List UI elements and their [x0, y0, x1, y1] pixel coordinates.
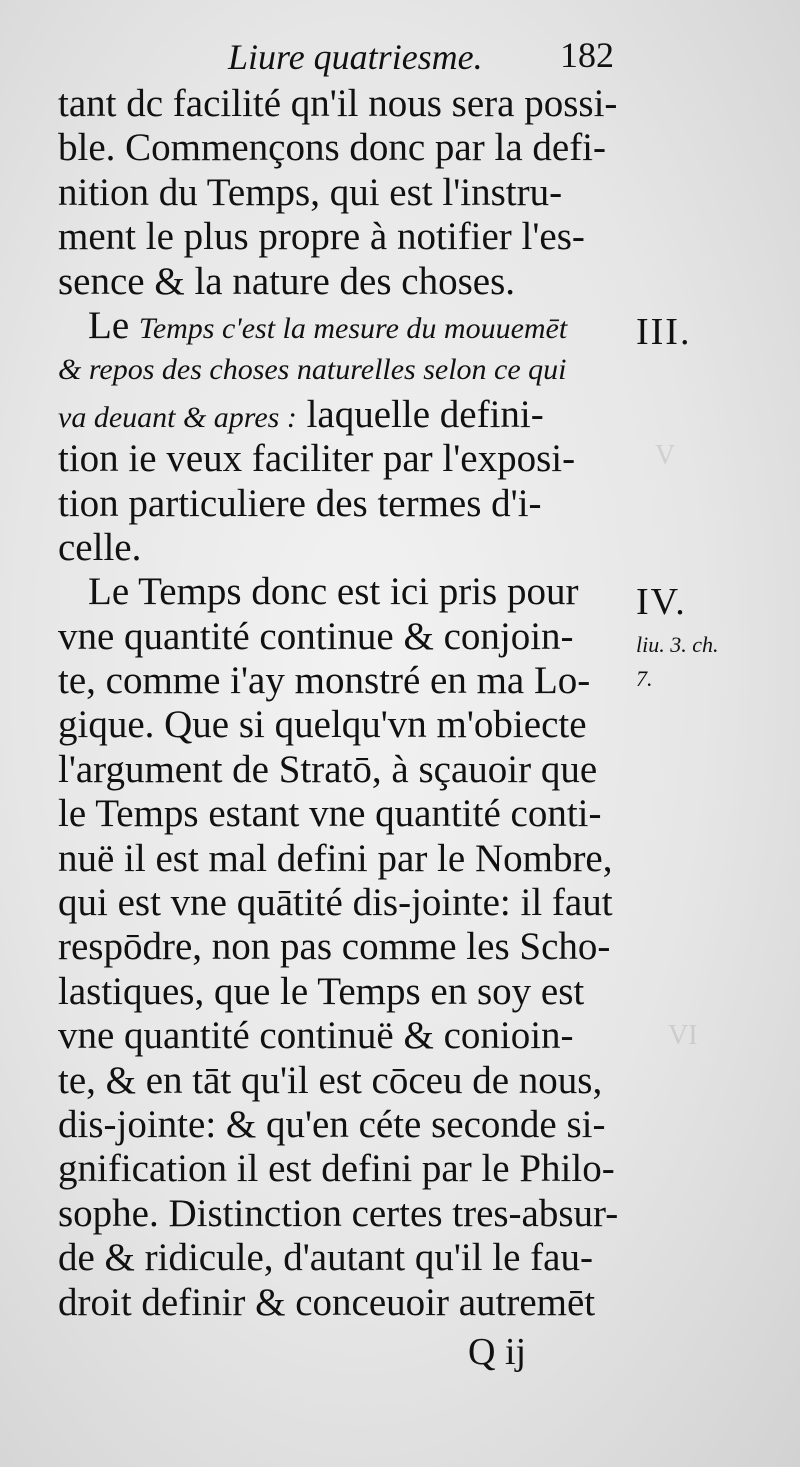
text-line: l'argument de Stratō, à sçauoir que	[58, 747, 598, 791]
running-title: Liure quatriesme.	[228, 37, 483, 77]
text-line: lastiques, que le Temps en soy est	[58, 969, 585, 1013]
text-line: respōdre, non pas comme les Scho-	[58, 925, 611, 969]
text-line: de & ridicule, d'autant qu'il le fau-	[58, 1236, 593, 1280]
text-line: le Temps estant vne quantité conti-	[58, 792, 602, 836]
page-number: 182	[560, 35, 614, 75]
text-line: tion particuliere des termes d'i-	[58, 481, 542, 525]
text-line: ble. Commençons donc par la defi-	[58, 126, 606, 170]
text-line: tion ie veux faciliter par l'exposi-	[58, 437, 576, 481]
text-line: dis-jointe: & qu'en céte seconde si-	[58, 1102, 606, 1146]
text-line: Le Temps donc est ici pris pour	[88, 570, 579, 614]
text-line: gnification il est defini par le Philo-	[58, 1147, 615, 1191]
text-lead: Le	[88, 303, 139, 347]
definition-italic-line: & repos des choses naturelles selon ce qui	[58, 353, 567, 387]
margin-numeral-iv: IV.	[636, 581, 687, 623]
text-line	[58, 393, 633, 437]
margin-numeral-iii: III.	[636, 311, 692, 353]
body-text	[58, 82, 633, 1325]
text-line: tant dc facilité qn'il nous sera possi-	[58, 82, 618, 125]
margin-reference: liu. 3. ch.	[636, 632, 719, 657]
definition-italic: va deuant & apres :	[58, 400, 297, 434]
text-line: vne quantité continue & conjoin-	[58, 614, 574, 658]
text-line: te, & en tāt qu'il est cōceu de nous,	[58, 1058, 603, 1102]
text-line: sophe. Distinction certes tres-absur-	[58, 1191, 619, 1235]
text-line: sence & la nature des choses.	[58, 259, 515, 303]
text-line	[58, 304, 633, 348]
text-line: droit definir & conceuoir autremēt	[58, 1280, 596, 1324]
text-line: vne quantité continuë & conioin-	[58, 1014, 574, 1058]
text-line: gique. Que si quelqu'vn m'obiecte	[58, 703, 587, 747]
show-through-text: V	[655, 440, 676, 471]
text-line: ment le plus propre à notifier l'es-	[58, 215, 585, 259]
text-line: te, comme i'ay monstré en ma Lo-	[58, 659, 591, 703]
text-line: qui est vne quātité dis-jointe: il faut	[58, 881, 613, 925]
definition-italic: Temps c'est la mesure du mouuemēt	[138, 311, 568, 345]
text-line: nition du Temps, qui est l'instru-	[58, 170, 563, 214]
text-line: celle.	[58, 525, 142, 569]
page-header	[228, 30, 628, 80]
text-line: nuë il est mal defini par le Nombre,	[58, 836, 613, 880]
text-tail: laquelle defini-	[296, 392, 544, 436]
signature-mark: Q ij	[468, 1331, 527, 1373]
show-through-text: VI	[668, 1020, 698, 1051]
margin-reference-chapter: 7.	[636, 666, 653, 691]
